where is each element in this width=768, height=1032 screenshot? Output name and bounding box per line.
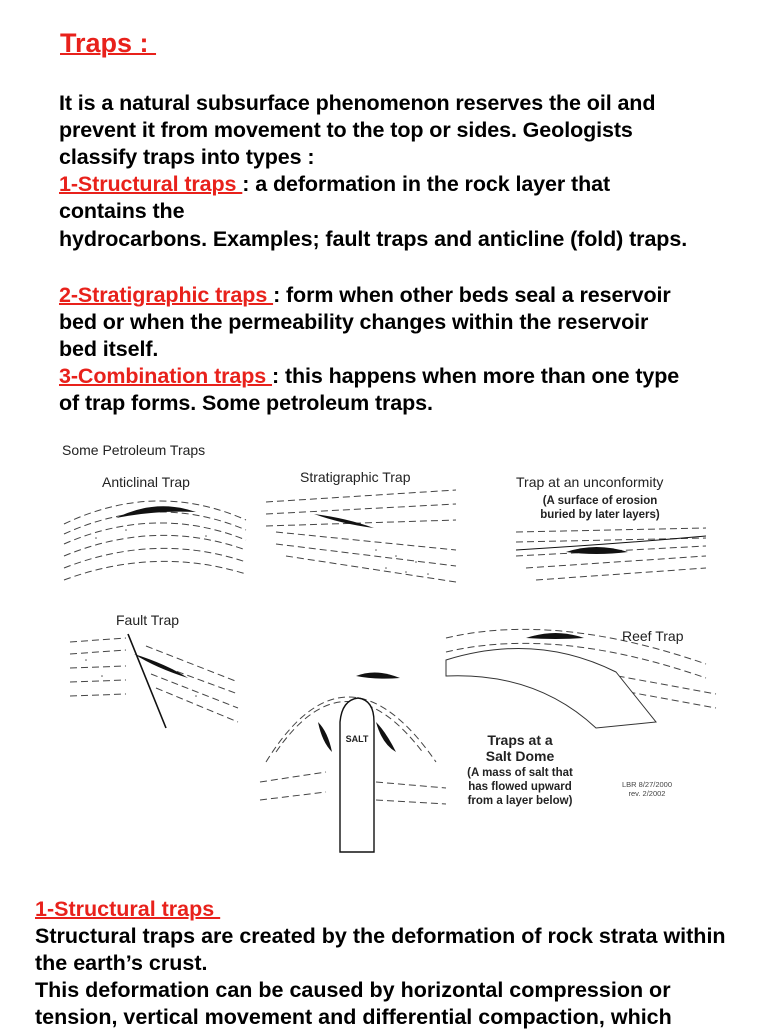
anticlinal-strata [64,501,246,580]
unconformity-note [540,494,660,522]
salt-dome-title [470,732,570,764]
intro-line-3: classify traps into types : [59,145,315,169]
structural-traps-line-2: contains the [59,199,185,223]
salt-dome-title-line-2: Salt Dome [485,748,555,764]
structural-traps-line-1 [59,171,610,198]
salt-dome-note [460,766,580,808]
section-line-4: tension, vertical movement and differential compaction, which [35,1005,672,1029]
intro-line-2: prevent it from movement to the top or sides. Geologists [59,118,633,142]
combination-traps-line-1 [59,363,679,390]
unconformity-trap-label: Trap at an unconformity [516,474,664,490]
intro-line-1: It is a natural subsurface phenomenon reserves the oil and [59,91,656,115]
fault-trap-label: Fault Trap [116,612,180,628]
combination-traps-line-2: of trap forms. Some petroleum traps. [59,391,433,415]
combination-traps-text: : this happens when more than one type [272,364,680,388]
unconformity-surface [516,536,706,550]
unconformity-note-line-2: buried by later layers) [540,509,660,521]
reef-oil [526,633,584,639]
figure-credit [612,780,682,798]
structural-traps-label: 1-Structural traps [59,172,243,196]
salt-dome-note-line-3: from a layer below) [467,795,573,807]
structural-traps-line-3: hydrocarbons. Examples; fault traps and anticline (fold) traps. [59,227,688,251]
stratigraphic-traps-label: 2-Stratigraphic traps [59,283,274,307]
salt-dome-note-line-2: has flowed upward [468,781,572,793]
anticlinal-trap-label: Anticlinal Trap [102,474,190,490]
reef-body [446,648,656,728]
figure-heading: Some Petroleum Traps [62,442,206,458]
salt-oil-top [356,672,400,678]
structural-traps-section-heading [35,896,220,924]
structural-traps-text: : a deformation in the rock layer that [242,172,611,196]
section-line-3: This deformation can be caused by horizontal compression or [35,978,671,1002]
salt-dome-title-line-1: Traps at a [487,732,553,748]
stratigraphic-traps-text: : form when other beds seal a reservoir [273,283,671,307]
unconformity-oil [566,547,628,554]
stratigraphic-traps-line-3: bed itself. [59,337,159,361]
salt-label: SALT [345,734,369,744]
section-line-1: Structural traps are created by the deformation of rock strata within [35,924,726,948]
stratigraphic-strata [266,490,456,582]
fault-line [128,634,166,728]
structural-traps-section-label: 1-Structural traps [35,897,221,921]
combination-traps-label: 3-Combination traps [59,364,273,388]
salt-dome-body [340,698,374,852]
unconformity-strata [516,528,706,580]
fault-oil [134,654,188,678]
figure-credit-line-2: rev. 2/2002 [628,789,666,798]
fault-strata [70,638,238,722]
salt-dome-note-line-1: (A mass of salt that [467,767,573,779]
reef-trap-label: Reef Trap [622,628,684,644]
petroleum-traps-figure [56,432,720,878]
unconformity-note-line-1: (A surface of erosion [542,495,658,507]
page-title: Traps : [60,28,157,58]
salt-oil-right [376,722,396,752]
stratigraphic-traps-line-1 [59,282,671,309]
anticlinal-oil [116,506,196,518]
stratigraphic-traps-line-2: bed or when the permeability changes within the reservoir [59,310,649,334]
stratigraphic-trap-label: Stratigraphic Trap [300,469,411,485]
stratigraphic-oil [314,514,374,528]
section-line-2: the earth’s crust. [35,951,208,975]
salt-oil-left [318,722,332,752]
figure-credit-line-1: LBR 8/27/2000 [621,780,673,789]
